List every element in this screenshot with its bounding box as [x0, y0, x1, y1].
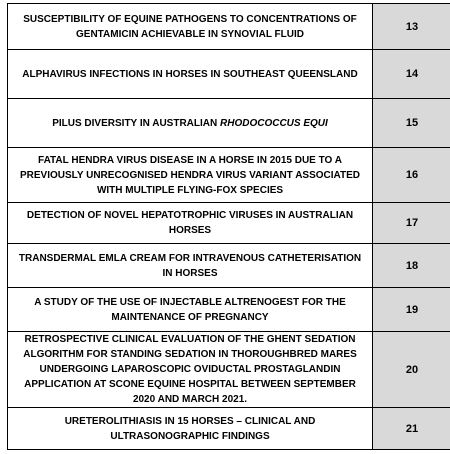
paper-title: SUSCEPTIBILITY OF EQUINE PATHOGENS TO CONCENTRATIONS OF GENTAMICIN ACHIEVABLE IN SYNOVIAL FLUID	[23, 13, 357, 40]
paper-title-prefix: PILUS DIVERSITY IN AUSTRALIAN	[52, 117, 220, 129]
page-number: 16	[405, 169, 419, 181]
page-number-cell	[373, 99, 450, 148]
paper-title-cell	[8, 148, 373, 203]
contents-table	[7, 3, 450, 450]
table-row	[8, 50, 450, 99]
page-number-cell	[373, 148, 450, 203]
page-number: 13	[405, 20, 419, 33]
page-number-cell	[373, 203, 450, 244]
paper-title-cell	[8, 99, 373, 148]
page-number-cell	[373, 244, 450, 288]
page-number-cell	[373, 4, 450, 50]
table-row	[8, 244, 450, 288]
paper-title-cell	[8, 203, 373, 244]
page-number: 19	[405, 303, 419, 316]
paper-title-cell	[8, 50, 373, 99]
page-number-cell	[373, 50, 450, 99]
table-row	[8, 203, 450, 244]
paper-title	[52, 118, 328, 129]
paper-title: DETECTION OF NOVEL HEPATOTROPHIC VIRUSES IN AUSTRALIAN HORSES	[26, 210, 354, 236]
page-number: 14	[405, 68, 419, 80]
page-number: 17	[405, 217, 419, 229]
paper-title-cell	[8, 244, 373, 288]
table-row	[8, 332, 450, 408]
table-row	[8, 408, 450, 450]
page-number: 21	[405, 422, 419, 435]
paper-title: FATAL HENDRA VIRUS DISEASE IN A HORSE IN 2015 DUE TO A PREVIOUSLY UNRECOGNISED HENDRA VIRUS VARIANT ASSOCIATED WITH MULTIPLE FLYING-FOX SPECIES	[19, 154, 361, 196]
table-row	[8, 288, 450, 332]
paper-title: TRANSDERMAL EMLA CREAM FOR INTRAVENOUS CATHETERISATION IN HORSES	[18, 252, 362, 279]
paper-title: ALPHAVIRUS INFECTIONS IN HORSES IN SOUTHEAST QUEENSLAND	[22, 68, 358, 80]
paper-title-cell	[8, 288, 373, 332]
paper-title: URETEROLITHIASIS IN 15 HORSES – CLINICAL AND ULTRASONOGRAPHIC FINDINGS	[64, 415, 316, 442]
paper-title-cell	[8, 332, 373, 408]
page-number: 20	[405, 363, 419, 376]
table-row	[8, 4, 450, 50]
table-row	[8, 99, 450, 148]
table-row	[8, 148, 450, 203]
paper-title-cell	[8, 4, 373, 50]
page-number: 18	[405, 259, 419, 272]
paper-title: RETROSPECTIVE CLINICAL EVALUATION OF THE GHENT SEDATION ALGORITHM FOR STANDING SEDATION IN THOROUGHBRED MARES UNDERGOING LAPAROSCOPIC OVIDUCTAL PROSTAGLANDIN APPLICATION AT SCONE EQUINE HOSPITAL BETWEEN SEPTEMBER 2020 AND MARCH 2021.	[23, 334, 357, 405]
page-number-cell	[373, 408, 450, 450]
paper-title-species: RHODOCOCCUS EQUI	[220, 117, 328, 129]
paper-title: A STUDY OF THE USE OF INJECTABLE ALTRENOGEST FOR THE MAINTENANCE OF PREGNANCY	[34, 296, 346, 323]
page-number: 15	[405, 117, 419, 129]
paper-title-cell	[8, 408, 373, 450]
page-number-cell	[373, 332, 450, 408]
page-number-cell	[373, 288, 450, 332]
